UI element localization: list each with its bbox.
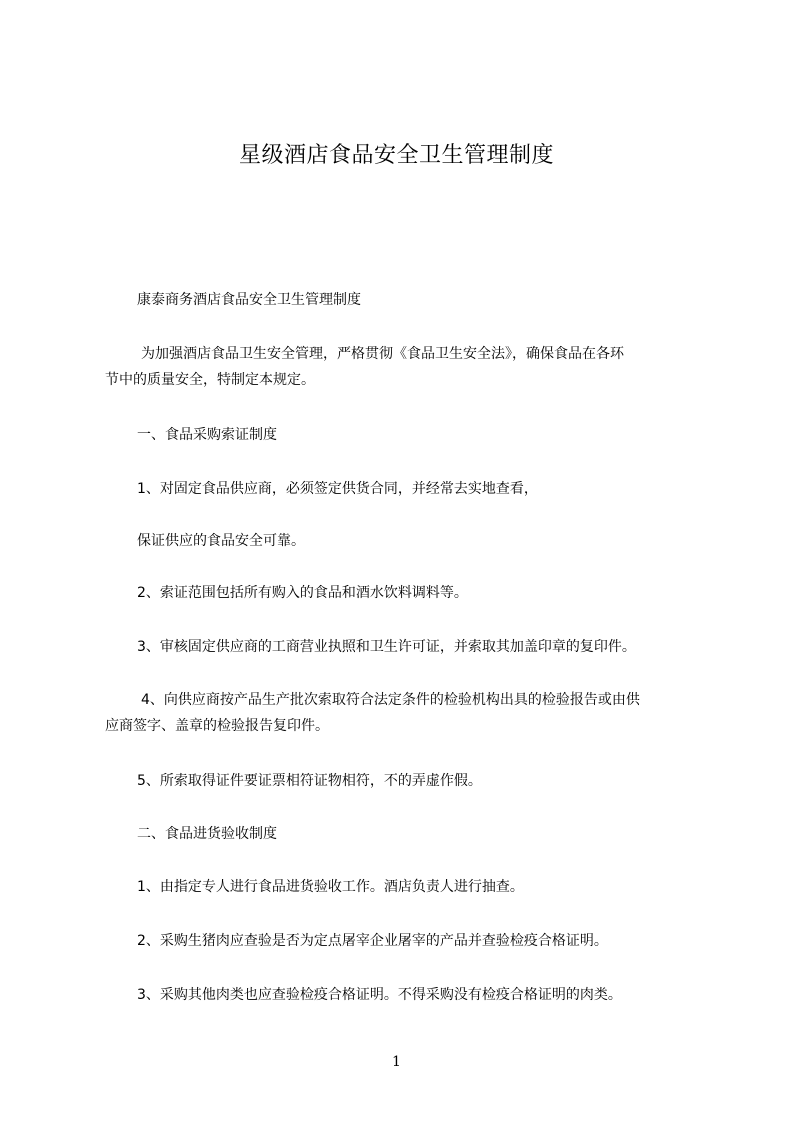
section-2-heading: 二、食品进货验收制度 (137, 826, 277, 842)
section-1-item-5: 5、所索取得证件要证票相符证物相符，不的弄虚作假。 (137, 773, 482, 789)
page-title: 星级酒店食品安全卫生管理制度 (238, 143, 554, 168)
section-1-item-1-continued: 保证供应的食品安全可靠。 (137, 533, 305, 549)
section-1-item-3: 3、审核固定供应商的工商营业执照和卫生许可证，并索取其加盖印章的复印件。 (137, 639, 636, 655)
section-1-item-4 (105, 687, 705, 739)
intro-line-1: 为加强酒店食品卫生安全管理，严格贯彻《食品卫生安全法》，确保食品在各环 (141, 346, 624, 362)
section-1-heading: 一、食品采购索证制度 (137, 427, 277, 443)
section-2-item-2: 2、采购生猪肉应查验是否为定点屠宰企业屠宰的产品并查验检疫合格证明。 (137, 933, 608, 949)
section-1-item-2: 2、索证范围包括所有购入的食品和酒水饮料调料等。 (137, 585, 468, 601)
section-2-item-1: 1、由指定专人进行食品进货验收工作。酒店负责人进行抽查。 (137, 879, 524, 895)
section-2-item-3: 3、采购其他肉类也应查验检疫合格证明。不得采购没有检疫合格证明的肉类。 (137, 987, 622, 1003)
section-1-item-4-line-2: 应商签字、盖章的检验报告复印件。 (105, 718, 329, 734)
page-number: 1 (392, 1054, 401, 1070)
intro-paragraph (105, 341, 705, 393)
section-1-item-4-line-1: 4、向供应商按产品生产批次索取符合法定条件的检验机构出具的检验报告或由供 (141, 692, 640, 708)
subtitle: 康泰商务酒店食品安全卫生管理制度 (137, 292, 361, 308)
section-1-item-1: 1、对固定食品供应商，必须签定供货合同，并经常去实地查看， (137, 481, 538, 497)
intro-line-2: 节中的质量安全，特制定本规定。 (105, 372, 315, 388)
